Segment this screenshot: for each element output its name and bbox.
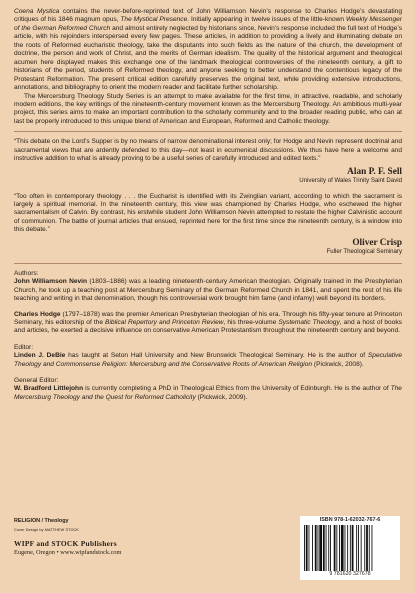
endorsement-quote: “Too often in contemporary theology . . . the Eucharist is identified with its Zwinglian variant, according to which the sacrament is largely a spiritual memorial. In the nineteenth century, this view was championed by Charles Hodge, who eschewed the higher sacramentalism of Calvin. By contrast, his erstwhile student John Williamson Nevin attempted to restate the higher Calvinistic account of communion. The battle of journal articles that ensued, reprinted here for the first time since the nineteenth century, is a window into this debate.” <box>14 192 402 233</box>
divider <box>14 131 402 132</box>
author-name: John Williamson Nevin <box>14 278 88 286</box>
bio-nevin <box>14 278 402 303</box>
description-paragraph-1: Coena Mystica contains the never-before-reprinted text of John Williamson Nevin’s response to Charles Hodge’s devastating critiques of his 1846 magnum opus, The Mystical Presence. Initially appearing in twelve issues of the little-known Weekly Messenger of the German Reformed Church and almost entirely neglected by historians since, Nevin’s response included the full text of Hodge’s article, with his rejoinders interspersed every few pages. These articles, in addition to providing a lively and illuminating debate on the roots of Reformed eucharistic theology, take the disputants into such fields as the nature of the church, the development of doctrine, the person and work of Christ, and the merits of German idealism. The quality of the historical argument and theological acumen here displayed makes this exchange one of the landmark theological controversies of the nineteenth century, a gift to historians of the period, students of Reformed theology, and anyone seeking to better understand the contentious legacy of the Protestant Reformation. The present critical edition carefully preserves the original text, while providing extensive introductions, annotations, and bibliography to orient the modern reader and facilitate further scholarship. <box>14 8 402 92</box>
author-name: Charles Hodge <box>14 310 61 318</box>
editor-name: Linden J. DeBie <box>14 352 66 360</box>
bio-general-editor <box>14 385 402 402</box>
general-editor-label: General Editor: <box>14 377 59 385</box>
cover-footer <box>14 517 402 587</box>
bio-text: (1803–1886) was a leading nineteenth-century American theologian. Originally trained in the Presbyterian Church, he took up a teaching post at Mercersburg Seminary of the German Reformed Church in 1841, and spent the rest of his life teaching and writing in that denomination, though his controversial work brought him fame (and infamy) well beyond its borders. <box>14 278 402 303</box>
bio-text: has taught at Seton Hall University and New Brunswick Theological Seminary. He is the author of Speculative Theology and Commonsense Religion: Mercersburg and the Conservative Roots of American Religion (Pickwick, 2008). <box>14 352 402 368</box>
bio-hodge <box>14 311 402 336</box>
endorsement-1 <box>14 138 402 185</box>
publisher-location: Eugene, Oregon • www.wipfandstock.com <box>14 549 122 556</box>
endorser-affiliation: Fuller Theological Seminary <box>326 247 402 255</box>
endorser-name: Alan P. F. Sell <box>347 166 402 177</box>
endorsement-quote: “This debate on the Lord’s Supper is by no means of narrow denominational interest only; for Hodge and Nevin represent doctrinal and sacramental views that are ardently defended to this day—not least in ecumenical discussions. We thus have here a welcome and instructive addition to what is already proving to be a useful series of carefully introduced and edited texts.” <box>14 138 402 162</box>
bio-text: is currently completing a PhD in Theological Ethics from the University of Edinburgh. He is the author of The Mercersburg Theology and the Quest for Reformed Catholicity (Pickwick, 2009). <box>14 385 402 401</box>
divider <box>14 263 402 264</box>
endorsement-2 <box>14 193 402 256</box>
endorser-affiliation: University of Wales Trinity Saint David <box>299 176 402 184</box>
back-cover <box>14 8 402 402</box>
editor-label: Editor: <box>14 343 34 351</box>
general-editor-name: W. Bradford Littlejohn <box>14 385 84 393</box>
cover-design-credit: Cover Design by MATTHEW STOCK <box>14 528 79 532</box>
authors-label: Authors: <box>14 269 39 277</box>
isbn-text: ISBN 978-1-62032-767-6 <box>319 517 381 523</box>
bio-text: (1797–1878) was the premier American Presbyterian theologian of his era. Through his fifty-year tenure at Princeton Seminary, his editorship of the Biblical Repertory and Princeton Review, his three-volume Systematic Theology, and a host of books and articles, he exerted a decisive influence on conservative American Protestantism throughout the nineteenth century and beyond. <box>14 310 402 335</box>
category-label: RELIGION / Theology <box>14 518 69 524</box>
bio-editor <box>14 352 402 369</box>
endorser-name: Oliver Crisp <box>352 237 402 248</box>
description-paragraph-2: The Mercersburg Theology Study Series is an attempt to make available for the first time, in attractive, readable, and scholarly modern editions, the key writings of the nineteenth-century movement known as the Mercersburg Theology. An ambitious multi-year project, this series aims to make an important contribution to the scholarly community and to the broader reading public, who can at last be properly introduced to this unique blend of American and European, Reformed and Catholic theology. <box>14 92 402 125</box>
isbn-barcode <box>300 516 400 580</box>
publisher-logo-text: WIPF and STOCK Publishers <box>14 539 117 548</box>
barcode-bars <box>304 525 396 571</box>
description <box>14 8 402 126</box>
barcode-digits: 9 781620 327678 <box>329 571 371 577</box>
